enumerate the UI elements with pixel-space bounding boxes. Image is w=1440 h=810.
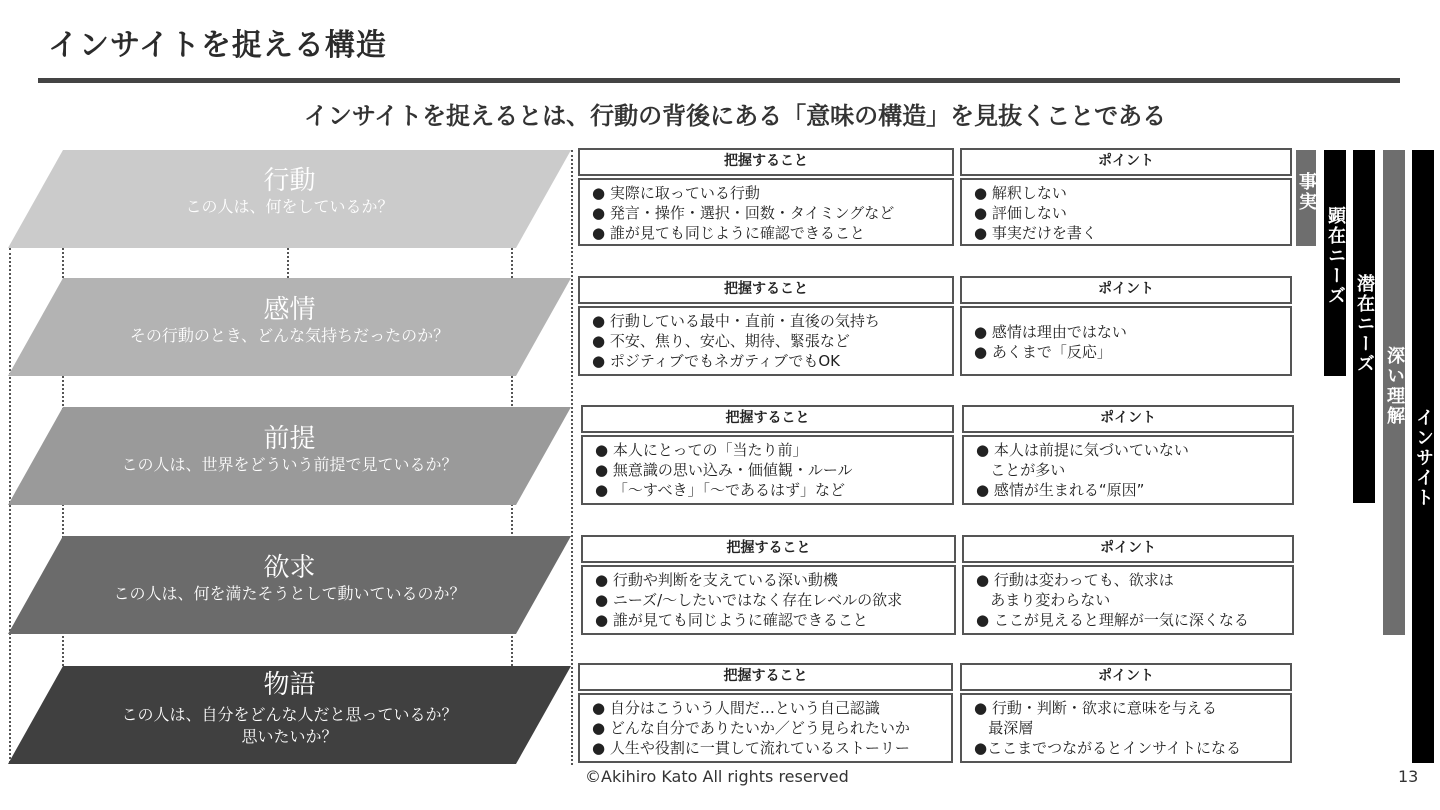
point-header-premise: [962, 405, 1294, 433]
point-header-label: ポイント: [1100, 410, 1156, 426]
layer-question: この人は、世界をどういう前提で見ているか？: [121, 455, 458, 474]
point-header-label: ポイント: [1098, 668, 1154, 684]
point-body-desire: [962, 565, 1294, 635]
layer-title: 感情: [263, 295, 316, 325]
point-header-action: [960, 148, 1292, 176]
bar-label: 事実: [1296, 172, 1317, 212]
layer-label-action: [8, 166, 571, 218]
bar-label: 顕在ニーズ: [1325, 206, 1346, 306]
point-header-story: [960, 663, 1292, 691]
point-body-story: [960, 693, 1292, 763]
layer-title: 物語: [263, 670, 316, 700]
bar-deep-understanding: [1383, 150, 1405, 635]
layer-title: 欲求: [263, 553, 316, 583]
grasp-text: ● 行動している最中・直前・直後の気持ち ● 不安、焦り、安心、期待、緊張など ● ポジティブでもネガティブでもOK: [592, 312, 880, 370]
grasp-header-emotion: [578, 276, 954, 304]
grasp-text: ● 本人にとっての「当たり前」 ● 無意識の思い込み・価値観・ルール ● 「〜すべき」「〜であるはず」など: [595, 441, 853, 499]
grasp-header-label: 把握すること: [725, 410, 810, 426]
guide-line-inner-2: [287, 248, 289, 278]
page-number: 13: [1398, 767, 1419, 786]
layer-question: この人は、自分をどんな人だと思っているか？: [121, 705, 458, 724]
bar-latent-needs: [1353, 150, 1375, 503]
title-divider: [38, 78, 1400, 83]
grasp-body-story: [578, 693, 953, 763]
guide-line-right: [571, 150, 573, 765]
layer-label-premise: [8, 424, 571, 476]
grasp-header-premise: [581, 405, 954, 433]
grasp-header-story: [578, 663, 953, 691]
bar-insight: [1412, 150, 1434, 763]
grasp-header-label: 把握すること: [723, 668, 808, 684]
grasp-text: ● 実際に取っている行動 ● 発言・操作・選択・回数・タイミングなど ● 誰が見ても同じように確認できること: [592, 184, 895, 242]
grasp-body-premise: [581, 435, 954, 505]
grasp-body-action: [578, 178, 954, 246]
point-text: ● 本人は前提に気づいていない ことが多い ● 感情が生まれる“原因”: [976, 441, 1189, 499]
layer-label-story: [8, 670, 571, 748]
point-header-label: ポイント: [1098, 281, 1154, 297]
layer-question: この人は、何を満たそうとして動いているのか？: [113, 584, 466, 603]
layer-question: この人は、何をしているか？: [185, 197, 394, 216]
bar-explicit-needs: [1324, 150, 1346, 376]
point-text: ● 行動は変わっても、欲求は あまり変わらない ● ここが見えると理解が一気に深くなる: [976, 571, 1249, 629]
point-header-desire: [962, 535, 1294, 563]
grasp-text: ● 行動や判断を支えている深い動機 ● ニーズ/〜したいではなく存在レベルの欲求 ● 誰が見ても同じように確認できること: [595, 571, 903, 629]
layer-title: 前提: [263, 424, 316, 454]
page-title: インサイトを捉える構造: [48, 28, 387, 63]
grasp-header-label: 把握すること: [726, 540, 811, 556]
point-body-premise: [962, 435, 1294, 505]
grasp-header-desire: [581, 535, 956, 563]
bar-label: 潜在ニーズ: [1354, 274, 1375, 374]
layer-label-emotion: [8, 295, 571, 347]
point-header-label: ポイント: [1100, 540, 1156, 556]
grasp-header-action: [578, 148, 954, 176]
grasp-header-label: 把握すること: [724, 281, 808, 297]
grasp-text: ● 自分はこういう人間だ…という自己認識 ● どんな自分でありたいか／どう見られたいか ● 人生や役割に一貫して流れているストーリー: [592, 699, 910, 757]
layer-label-desire: [8, 553, 571, 605]
point-header-emotion: [960, 276, 1292, 304]
grasp-body-emotion: [578, 306, 954, 376]
layer-title: 行動: [263, 166, 316, 196]
point-header-label: ポイント: [1098, 153, 1154, 169]
point-body-emotion: [960, 306, 1292, 376]
bar-fact: [1296, 150, 1316, 246]
page-subtitle: インサイトを捉えるとは、行動の背後にある「意味の構造」を見抜くことである: [303, 102, 1167, 130]
copyright-footer: ©Akihiro Kato All rights reserved: [585, 767, 849, 786]
layer-question-line2: 思いたいか？: [241, 727, 338, 746]
bar-label: 深い理解: [1384, 346, 1405, 426]
point-text: ● 行動・判断・欲求に意味を与える 最深層 ●ここまでつながるとインサイトになる: [974, 699, 1242, 757]
point-text: ● 感情は理由ではない ● あくまで「反応」: [974, 323, 1127, 361]
point-text: ● 解釈しない ● 評価しない ● 事実だけを書く: [974, 184, 1097, 242]
grasp-header-label: 把握すること: [724, 153, 808, 169]
grasp-body-desire: [581, 565, 956, 635]
bar-label: インサイト: [1413, 408, 1434, 508]
point-body-action: [960, 178, 1292, 246]
layer-question: その行動のとき、どんな気持ちだったのか？: [129, 326, 450, 345]
